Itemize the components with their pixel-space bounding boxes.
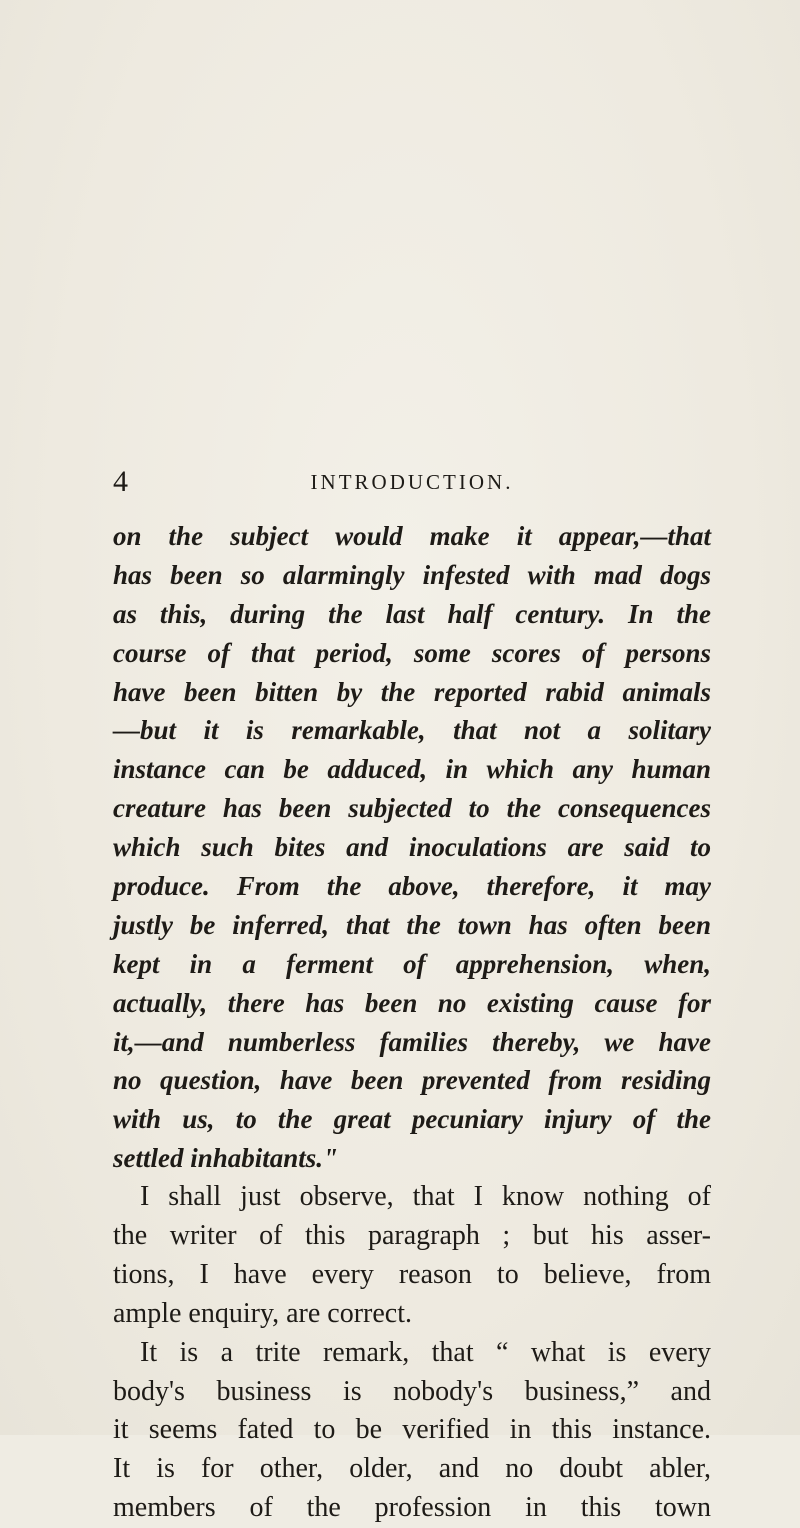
text-line: —but it is remarkable, that not a solitary — [113, 715, 711, 746]
text-line: as this, during the last half century. In the — [113, 598, 711, 629]
text-line: it,—and numberless families thereby, we have — [113, 1026, 711, 1057]
text-line: course of that period, some scores of persons — [113, 637, 711, 668]
running-head — [113, 462, 711, 502]
paragraph-observation — [113, 1178, 711, 1334]
text-line: with us, to the great pecuniary injury of the — [113, 1104, 711, 1135]
text-line: tions, I have every reason to believe, from — [113, 1258, 711, 1290]
text-line: It is for other, older, and no doubt abler, — [113, 1453, 711, 1485]
text-line: members of the profession in this town — [113, 1492, 711, 1524]
text-line: which such bites and inoculations are said to — [113, 832, 711, 863]
text-line: actually, there has been no existing cause for — [113, 987, 711, 1018]
text-line: have been bitten by the reported rabid animals — [113, 676, 711, 707]
text-line: no question, have been prevented from residing — [113, 1065, 711, 1096]
text-line: It is a trite remark, that “ what is every — [140, 1336, 711, 1368]
text-line: justly be inferred, that the town has often been — [113, 909, 711, 940]
quoted-paragraph — [113, 517, 711, 1178]
text-line: creature has been subjected to the consequences — [113, 793, 711, 824]
text-line: on the subject would make it appear,—that — [113, 521, 711, 551]
text-line: I shall just observe, that I know nothing of — [140, 1181, 711, 1213]
text-line: body's business is nobody's business,” and — [113, 1375, 711, 1407]
text-line: it seems fated to be verified in this instance. — [113, 1414, 711, 1446]
text-line: produce. From the above, therefore, it may — [113, 871, 711, 902]
paragraph-trite-remark — [113, 1334, 711, 1528]
text-line: the writer of this paragraph ; but his asser- — [113, 1220, 711, 1252]
text-line: instance can be adduced, in which any human — [113, 754, 711, 785]
text-line: settled inhabitants." — [113, 1143, 339, 1174]
text-line: has been so alarmingly infested with mad dogs — [113, 559, 711, 590]
text-line: ample enquiry, are correct. — [113, 1297, 413, 1329]
body-text — [113, 517, 711, 1528]
running-title: INTRODUCTION. — [310, 470, 514, 494]
page-number: 4 — [113, 465, 128, 498]
text-line: kept in a ferment of apprehension, when, — [113, 948, 711, 979]
